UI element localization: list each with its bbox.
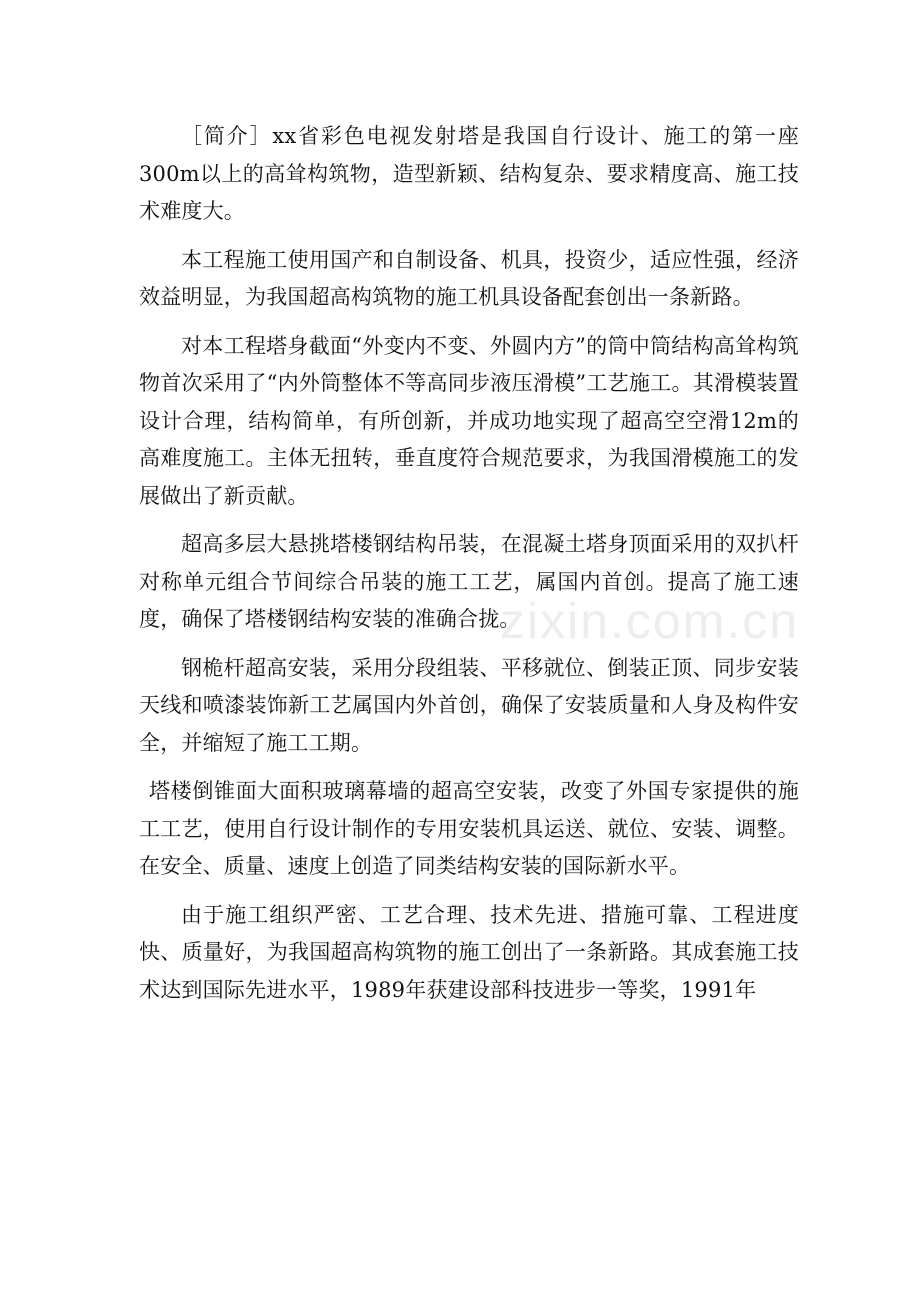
paragraph-steel-lifting: 超高多层大悬挑塔楼钢结构吊装，在混凝土塔身顶面采用的双扒杆对称单元组合节间综合吊装的施工工艺，属国内首创。提高了施工速度，确保了塔楼钢结构安装的准确合拢。	[139, 532, 799, 631]
paragraph-slipform: 对本工程塔身截面“外变内不变、外圆内方”的筒中筒结构高耸构筑物首次采用了“内外筒整体不等高同步液压滑模”工艺施工。其滑模装置设计合理，结构简单，有所创新，并成功地实现了超高空空滑12m的高难度施工。主体无扭转，垂直度符合规范要求，为我国滑模施工的发展做出了新贡献。	[139, 333, 799, 508]
paragraph-glass-curtain-wall: 塔楼倒锥面大面积玻璃幕墙的超高空安装，改变了外国专家提供的施工工艺，使用自行设计制作的专用安装机具运送、就位、安装、调整。在安全、质量、速度上创造了同类结构安装的国际新水平。	[139, 779, 799, 878]
paragraph-mast-installation: 钢桅杆超高安装，采用分段组装、平移就位、倒装正顶、同步安装天线和喷漆装饰新工艺属国内外首创，确保了安装质量和人身及构件安全，并缩短了施工工期。	[139, 655, 799, 755]
paragraph-equipment: 本工程施工使用国产和自制设备、机具，投资少，适应性强，经济效益明显，为我国超高构筑物的施工机具设备配套创出一条新路。	[139, 247, 799, 309]
paragraph-summary: 由于施工组织严密、工艺合理、技术先进、措施可靠、工程进度快、质量好，为我国超高构筑物的施工创出了一条新路。其成套施工技术达到国际先进水平，1989年获建设部科技进步一等奖，1991年	[139, 902, 799, 1002]
document-body	[139, 118, 799, 1020]
paragraph-intro: ［简介］xx省彩色电视发射塔是我国自行设计、施工的第一座300m以上的高耸构筑物，造型新颖、结构复杂、要求精度高、施工技术难度大。	[139, 124, 799, 223]
watermark-text: zixin.com.cn	[500, 593, 800, 649]
